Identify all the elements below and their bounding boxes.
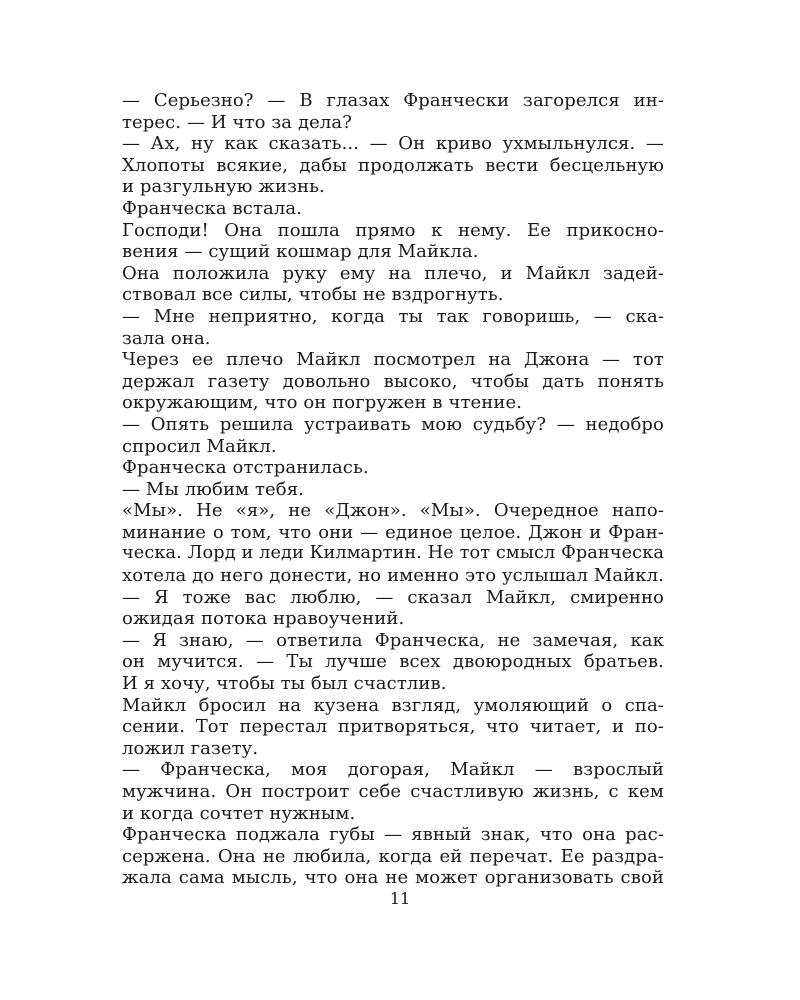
text-line [122,695,664,717]
text-line [122,716,664,738]
text-line [122,759,664,781]
text-line-content: — Я тоже вас люблю, — сказал Майкл, смиренно [122,586,664,608]
text-line-content: и разгульную жизнь. [122,176,325,198]
text-line-content: мужчина. Он построит себе счастливую жизнь, с кем [122,781,664,802]
text-line-content: Хлопоты всякие, дабы продолжать вести бесцельную [122,154,664,176]
text-block [122,90,664,889]
text-line-content: он мучится. — Ты лучше всех двоюродных братьев. [122,651,664,673]
text-line [122,587,664,609]
text-line [122,220,664,242]
text-line [122,436,664,458]
text-line-content: Через ее плечо Майкл посмотрел на Джона — тот [122,349,664,371]
text-line [122,543,664,565]
text-line-content: — Опять решила устраивать мою судьбу? — недобро [122,413,664,435]
text-line [122,198,664,220]
text-line-content: — Мне неприятно, когда ты так говоришь, — ска- [122,305,664,327]
text-line-content: — Франческа, моя догорая, Майкл — взрослый [122,759,664,781]
text-line-content: держал газету довольно высоко, чтобы дать понять [122,370,664,392]
text-line [122,479,664,501]
text-line [122,112,664,134]
text-line-content: — Я знаю, — ответила Франческа, не замечая, как [122,629,664,651]
text-line [122,824,664,846]
text-line [122,241,664,263]
text-line-content: Франческа поджала губы — явный знак, что она рас- [122,824,664,846]
text-line-content: — Мы любим тебя. [122,478,304,500]
text-line [122,738,664,760]
text-line [122,630,664,652]
text-line-content: и когда сочтет нужным. [122,802,356,824]
text-line-content: И я хочу, чтобы ты был счастлив. [122,673,447,695]
text-line [122,867,664,889]
text-line [122,608,664,630]
text-line-content: Она положила руку ему на плечо, и Майкл задей- [122,262,664,284]
text-line-content: — Ах, ну как сказать... — Он криво ухмыльнулся. — [122,133,664,155]
text-line-content: Майкл бросил на кузена взгляд, умоляющий о спа- [122,694,664,716]
text-line [122,500,664,522]
text-line [122,133,664,155]
text-line [122,414,664,436]
text-line [122,803,664,825]
text-line-content: Франческа встала. [122,197,303,219]
text-line [122,284,664,306]
text-line [122,457,664,479]
text-line-content: зала она. [122,327,211,349]
text-line-content: спросил Майкл. [122,435,277,457]
text-line-content: «Мы». Не «я», не «Джон». «Мы». Очередное напо- [122,500,664,522]
text-line-content: ствовал все силы, чтобы не вздрогнуть. [122,284,504,306]
text-line-content: — Серьезно? — В глазах Франчески загорелся ин- [122,90,664,111]
text-line [122,349,664,371]
text-line-content: сержена. Она не любила, когда ей перечат. Ее раздра- [122,845,664,867]
text-line-content: вения — сущий кошмар для Майкла. [122,241,479,263]
text-line [122,522,664,544]
text-line [122,263,664,285]
text-line [122,306,664,328]
text-line-content: минание о том, что они — единое целое. Джон и Фран- [122,521,664,543]
text-line [122,155,664,177]
text-line-content: ожидая потока нравоучений. [122,608,405,630]
text-line [122,392,664,414]
text-line-content: ложил газету. [122,737,259,759]
text-line [122,781,664,803]
text-line-content: жала сама мысль, что она не может организовать свой [122,867,664,889]
text-line [122,846,664,868]
page-body [122,90,664,889]
text-line [122,651,664,673]
text-line [122,371,664,393]
text-line [122,673,664,695]
text-line-content: ческа. Лорд и леди Килмартин. Не тот смысл Франческа [122,543,664,564]
page-number: 11 [389,889,411,908]
text-line-content: хотела до него донести, но именно это услышал Майкл. [122,565,664,587]
text-line-content: сении. Тот перестал притворяться, что читает, и по- [122,716,664,738]
text-line [122,328,664,350]
text-line [122,90,664,112]
text-line-content: Господи! Она пошла прямо к нему. Ее прикосно- [122,219,664,241]
text-line [122,176,664,198]
text-line-content: окружающим, что он погружен в чтение. [122,392,523,414]
text-line-content: Франческа отстранилась. [122,457,369,479]
text-line-content: терес. — И что за дела? [122,111,352,133]
text-line [122,565,664,587]
